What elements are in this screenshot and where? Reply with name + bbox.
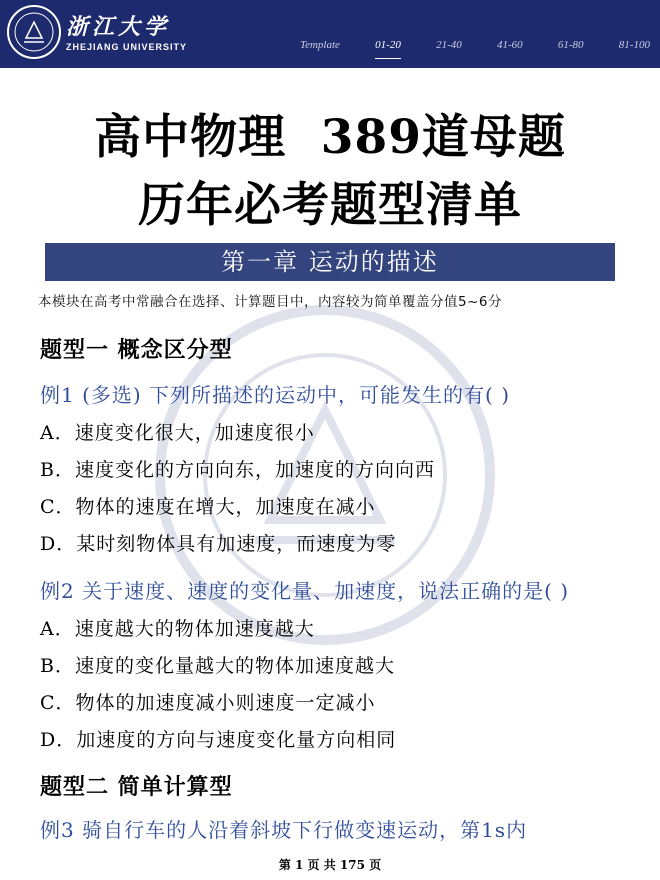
question-1-option-b: B．速度变化的方向向东，加速度的方向向西 [40, 459, 435, 481]
page-range-nav [300, 39, 650, 59]
question-2-option-d: D．加速度的方向与速度变化量方向相同 [40, 729, 397, 751]
section-heading-1: 题型一 概念区分型 [40, 337, 233, 363]
nav-41-60[interactable]: 41-60 [496, 39, 523, 51]
nav-21-40[interactable]: 21-40 [436, 39, 462, 51]
nav-01-20[interactable]: 01-20 [375, 39, 401, 59]
question-2-option-a: A．速度越大的物体加速度越大 [40, 618, 315, 640]
question-3-prompt: 例3 骑自行车的人沿着斜坡下行做变速运动，第1s内 [40, 818, 528, 842]
question-2-prompt: 例2 关于速度、速度的变化量、加速度，说法正确的是( ) [40, 579, 570, 603]
question-1-option-a: A．速度变化很大，加速度很小 [40, 422, 315, 444]
question-1-option-d: D．某时刻物体具有加速度，而速度为零 [40, 533, 397, 555]
nav-81-100[interactable]: 81-100 [618, 39, 650, 51]
university-logo-icon [6, 4, 62, 60]
question-2-option-b: B．速度的变化量越大的物体加速度越大 [40, 655, 395, 677]
school-name-en: ZHEJIANG UNIVERSITY [66, 42, 188, 52]
page-title-line2: 历年必考题型清单 [138, 178, 522, 233]
chapter-intro: 本模块在高考中常融合在选择、计算题目中，内容较为简单覆盖分值5~6分 [38, 294, 502, 310]
page-title-line1: 高中物理 389道母题 [94, 110, 566, 165]
school-name-cn: 浙江大学 [66, 14, 171, 40]
question-2-option-c: C．物体的加速度减小则速度一定减小 [40, 692, 376, 714]
nav-template[interactable]: Template [300, 39, 340, 51]
chapter-heading: 第一章 运动的描述 [45, 243, 615, 281]
page-footer: 第 1 页 共 175 页 [278, 858, 382, 872]
nav-61-80[interactable]: 61-80 [557, 39, 584, 51]
header-bar [0, 0, 660, 68]
question-1-prompt: 例1 (多选) 下列所描述的运动中，可能发生的有( ) [40, 383, 511, 407]
question-1-option-c: C．物体的速度在增大，加速度在减小 [40, 496, 376, 518]
section-heading-2: 题型二 简单计算型 [40, 774, 233, 800]
